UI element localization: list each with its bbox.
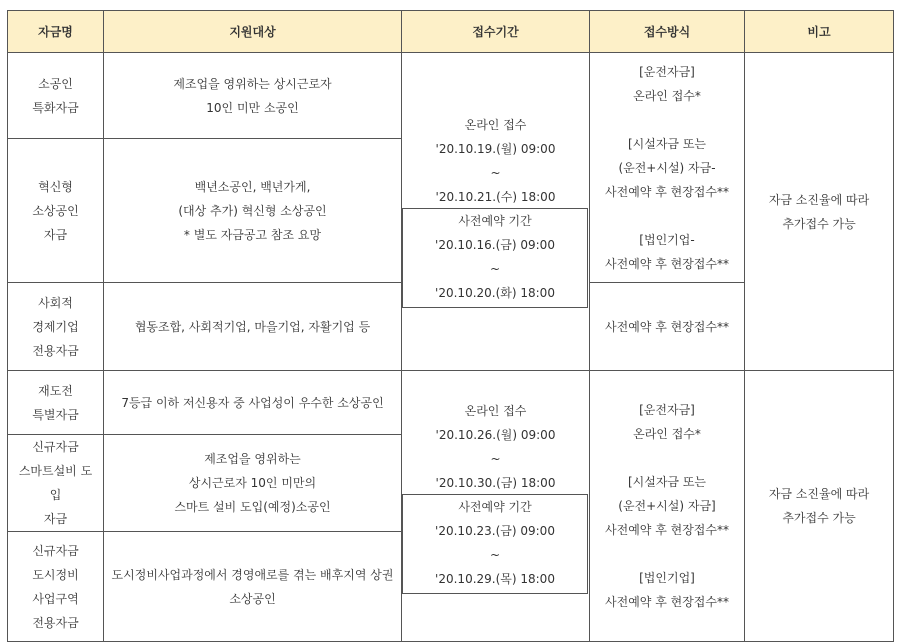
fund-name-line: 사회적 xyxy=(38,295,73,310)
target-line: 10인 미만 소공인 xyxy=(206,100,299,115)
method-line: (운전+시설) 자금] xyxy=(618,499,716,513)
period-line: 온라인 접수 xyxy=(464,404,527,418)
header-method: 접수방식 xyxy=(590,11,745,53)
spacer xyxy=(596,204,738,228)
target-line: * 별도 자금공고 참조 요망 xyxy=(183,227,322,242)
period-line: ~ xyxy=(490,166,501,180)
period-line: '20.10.20.(화) 18:00 xyxy=(435,286,555,300)
note-line: 자금 소진율에 따라 xyxy=(768,192,870,207)
note-cell-group1 xyxy=(745,53,894,371)
target-cell xyxy=(104,53,402,139)
target-cell xyxy=(104,371,402,435)
fund-name-line: 경제기업 xyxy=(32,319,79,334)
method-line: (운전+시설) 자금- xyxy=(618,160,716,175)
method-line: [법인기업- xyxy=(639,232,695,247)
period-line: ~ xyxy=(490,452,501,466)
target-line: 제조업을 영위하는 xyxy=(204,452,301,466)
method-cell-group1 xyxy=(590,53,745,283)
fund-name-line: 전용자금 xyxy=(32,615,79,630)
fund-name-line: 특별자금 xyxy=(32,407,79,422)
table-row xyxy=(8,53,894,139)
fund-name-line: 자금 xyxy=(43,227,68,242)
header-row xyxy=(8,11,894,53)
target-line: 백년소공인, 백년가게, xyxy=(194,179,311,194)
period-line: 사전예약 기간 xyxy=(458,500,532,514)
online-period xyxy=(402,399,589,495)
fund-name-cell xyxy=(8,435,104,532)
fund-name-line: 소공인 xyxy=(38,76,73,91)
target-line: 제조업을 영위하는 상시근로자 xyxy=(173,76,332,91)
pre-reservation-box xyxy=(402,494,588,594)
fund-name-line: 도시정비 xyxy=(32,567,79,582)
period-line: ~ xyxy=(489,548,501,562)
fund-name-line: 스마트설비 도입 xyxy=(18,464,93,502)
fund-name-cell xyxy=(8,371,104,435)
fund-table xyxy=(7,10,894,642)
table-row xyxy=(8,371,894,435)
note-cell-group2 xyxy=(745,371,894,642)
fund-name-line: 신규자금 xyxy=(32,440,79,454)
fund-name-cell xyxy=(8,139,104,283)
method-line: [법인기업] xyxy=(639,571,695,585)
method-line: 온라인 접수* xyxy=(633,427,701,441)
period-line: 사전예약 기간 xyxy=(458,214,532,228)
target-line: 소상공인 xyxy=(229,591,276,606)
method-line: [운전자금] xyxy=(639,64,695,79)
period-line: '20.10.23.(금) 09:00 xyxy=(435,524,555,538)
spacer xyxy=(596,446,738,470)
fund-name-line: 신규자금 xyxy=(32,543,79,558)
method-line: 사전예약 후 현장접수** xyxy=(605,184,729,199)
note-line: 자금 소진율에 따라 xyxy=(768,487,870,501)
fund-name-cell xyxy=(8,532,104,642)
online-period xyxy=(402,113,589,209)
method-line: [시설자금 또는 xyxy=(627,136,707,151)
method-cell-group2 xyxy=(590,371,745,642)
fund-name-cell xyxy=(8,53,104,139)
header-fund-name: 자금명 xyxy=(8,11,104,53)
fund-name-line: 전용자금 xyxy=(32,343,79,358)
method-line: 사전예약 후 현장접수** xyxy=(605,595,729,609)
target-cell xyxy=(104,532,402,642)
period-cell-group2 xyxy=(402,371,590,642)
fund-name-cell xyxy=(8,283,104,371)
header-period: 접수기간 xyxy=(402,11,590,53)
target-cell xyxy=(104,139,402,283)
target-line: 스마트 설비 도입(예정)소공인 xyxy=(174,500,331,514)
target-cell xyxy=(104,435,402,532)
target-line: 7등급 이하 저신용자 중 사업성이 우수한 소상공인 xyxy=(121,395,384,410)
period-line: '20.10.29.(목) 18:00 xyxy=(435,572,555,586)
period-line: '20.10.21.(수) 18:00 xyxy=(435,190,556,204)
note-line: 추가접수 가능 xyxy=(782,511,856,525)
period-line: '20.10.16.(금) 09:00 xyxy=(435,238,555,252)
method-line: [운전자금] xyxy=(639,403,695,417)
header-target: 지원대상 xyxy=(104,11,402,53)
pre-reservation-box xyxy=(402,208,588,308)
spacer xyxy=(596,542,738,566)
method-line: 사전예약 후 현장접수** xyxy=(605,523,729,537)
fund-name-line: 소상공인 xyxy=(32,203,79,218)
fund-name-line: 혁신형 xyxy=(38,179,73,194)
period-line: 온라인 접수 xyxy=(464,118,527,132)
fund-name-line: 자금 xyxy=(43,512,68,526)
method-line: 사전예약 후 현장접수** xyxy=(605,256,729,271)
target-line: 상시근로자 10인 미만의 xyxy=(188,476,317,490)
method-line: 사전예약 후 현장접수** xyxy=(605,319,729,334)
period-line: '20.10.26.(월) 09:00 xyxy=(435,428,556,442)
fund-name-line: 사업구역 xyxy=(32,591,79,606)
period-line: '20.10.30.(금) 18:00 xyxy=(435,476,556,490)
period-line: '20.10.19.(월) 09:00 xyxy=(435,142,556,156)
target-line: 협동조합, 사회적기업, 마을기업, 자활기업 등 xyxy=(134,319,371,334)
fund-name-line: 재도전 xyxy=(38,383,73,398)
method-line: [시설자금 또는 xyxy=(627,475,707,489)
header-note: 비고 xyxy=(745,11,894,53)
method-cell xyxy=(590,283,745,371)
target-line: 도시정비사업과정에서 경영애로를 겪는 배후지역 상권 xyxy=(111,567,394,582)
target-line: (대상 추가) 혁신형 소상공인 xyxy=(178,203,327,218)
method-line: 온라인 접수* xyxy=(633,88,701,103)
note-line: 추가접수 가능 xyxy=(782,216,856,231)
period-line: ~ xyxy=(489,262,501,276)
target-cell xyxy=(104,283,402,371)
spacer xyxy=(596,108,738,132)
period-cell-group1 xyxy=(402,53,590,371)
fund-name-line: 특화자금 xyxy=(32,100,79,115)
